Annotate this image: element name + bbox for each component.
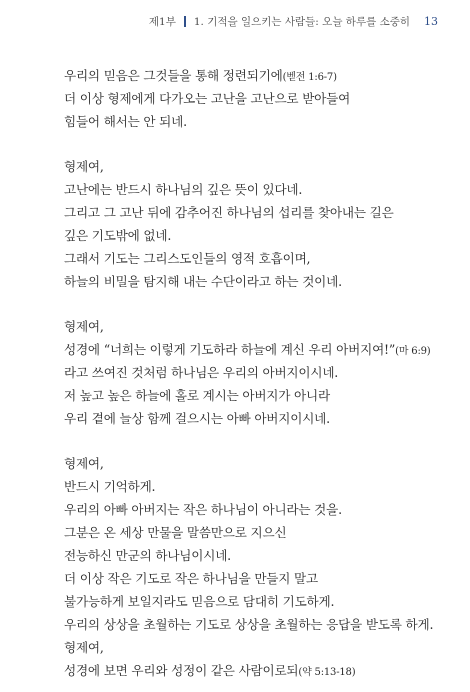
running-header	[149, 12, 438, 30]
text-line	[64, 155, 436, 178]
text-line	[64, 544, 436, 567]
line-text: 라고 쓰여진 것처럼 하나님은 우리의 아버지이시네.	[64, 365, 339, 380]
stanza-gap	[64, 430, 436, 452]
text-line	[64, 384, 436, 407]
line-text: 우리의 믿음은 그것들을 통해 정련되기에	[64, 68, 283, 83]
line-text: 우리 곁에 늘상 함께 걸으시는 아빠 아버지이시네.	[64, 411, 330, 426]
line-text: 성경에 보면 우리와 성정이 같은 사람이로되	[64, 663, 299, 678]
stanza-gap	[64, 133, 436, 155]
line-text: 깊은 기도밖에 없네.	[64, 228, 172, 243]
text-line	[64, 521, 436, 544]
text-line	[64, 270, 436, 293]
scripture-reference: (약 5:13-18)	[298, 667, 356, 678]
text-line	[64, 361, 436, 384]
line-text: 성경에 “너희는 이렇게 기도하라 하늘에 계신 우리 아버지여!”	[64, 342, 396, 357]
line-text: 형제여,	[64, 319, 104, 334]
text-line	[64, 590, 436, 613]
header-part: 제1부	[148, 15, 176, 28]
stanza	[64, 155, 436, 293]
scripture-reference: (마 6:9)	[395, 346, 431, 357]
line-text: 반드시 기억하게.	[64, 479, 156, 494]
page-body	[64, 64, 436, 682]
line-text: 형제여,	[64, 640, 104, 655]
line-text: 하늘의 비밀을 탐지해 내는 수단이라고 하는 것이네.	[64, 274, 342, 289]
text-line	[64, 224, 436, 247]
line-text: 형제여,	[64, 159, 104, 174]
text-line	[64, 87, 436, 110]
text-line	[64, 315, 436, 338]
text-line	[64, 475, 436, 498]
line-text: 전능하신 만군의 하나님이시네.	[64, 548, 231, 563]
text-line	[64, 201, 436, 224]
stanza	[64, 64, 436, 133]
text-line	[64, 338, 436, 361]
text-line	[64, 407, 436, 430]
line-text: 고난에는 반드시 하나님의 깊은 뜻이 있다네.	[64, 182, 303, 197]
line-text: 불가능하게 보일지라도 믿음으로 담대히 기도하게.	[64, 594, 335, 609]
text-line	[64, 178, 436, 201]
text-line	[64, 498, 436, 521]
text-line	[64, 659, 436, 682]
text-line	[64, 613, 436, 636]
line-text: 그래서 기도는 그리스도인들의 영적 호흡이며,	[64, 251, 311, 266]
text-line	[64, 452, 436, 475]
line-text: 저 높고 높은 하늘에 홀로 계시는 아버지가 아니라	[64, 388, 330, 403]
header-chapter-title: 1. 기적을 일으키는 사람들: 오늘 하루를 소중히	[193, 15, 410, 28]
line-text: 그분은 온 세상 만물을 말씀만으로 지으신	[64, 525, 287, 540]
line-text: 더 이상 작은 기도로 작은 하나님을 만들지 말고	[64, 571, 318, 586]
line-text: 우리의 상상을 초월하는 기도로 상상을 초월하는 응답을 받도록 하게.	[64, 617, 434, 632]
line-text: 힘들어 해서는 안 되네.	[64, 114, 187, 129]
line-text: 그리고 그 고난 뒤에 감추어진 하나님의 섭리를 찾아내는 길은	[64, 205, 394, 220]
text-line	[64, 110, 436, 133]
text-line	[64, 636, 436, 659]
scripture-reference: (벧전 1:6-7)	[282, 72, 337, 83]
header-divider	[184, 16, 186, 27]
line-text: 형제여,	[64, 456, 104, 471]
text-line	[64, 64, 436, 87]
text-line	[64, 247, 436, 270]
line-text: 더 이상 형제에게 다가오는 고난을 고난으로 받아들여	[64, 91, 351, 106]
text-line	[64, 567, 436, 590]
stanza-gap	[64, 293, 436, 315]
stanza	[64, 452, 436, 682]
line-text: 우리의 아빠 아버지는 작은 하나님이 아니라는 것을.	[64, 502, 342, 517]
stanza	[64, 315, 436, 430]
page-number: 13	[424, 14, 438, 28]
